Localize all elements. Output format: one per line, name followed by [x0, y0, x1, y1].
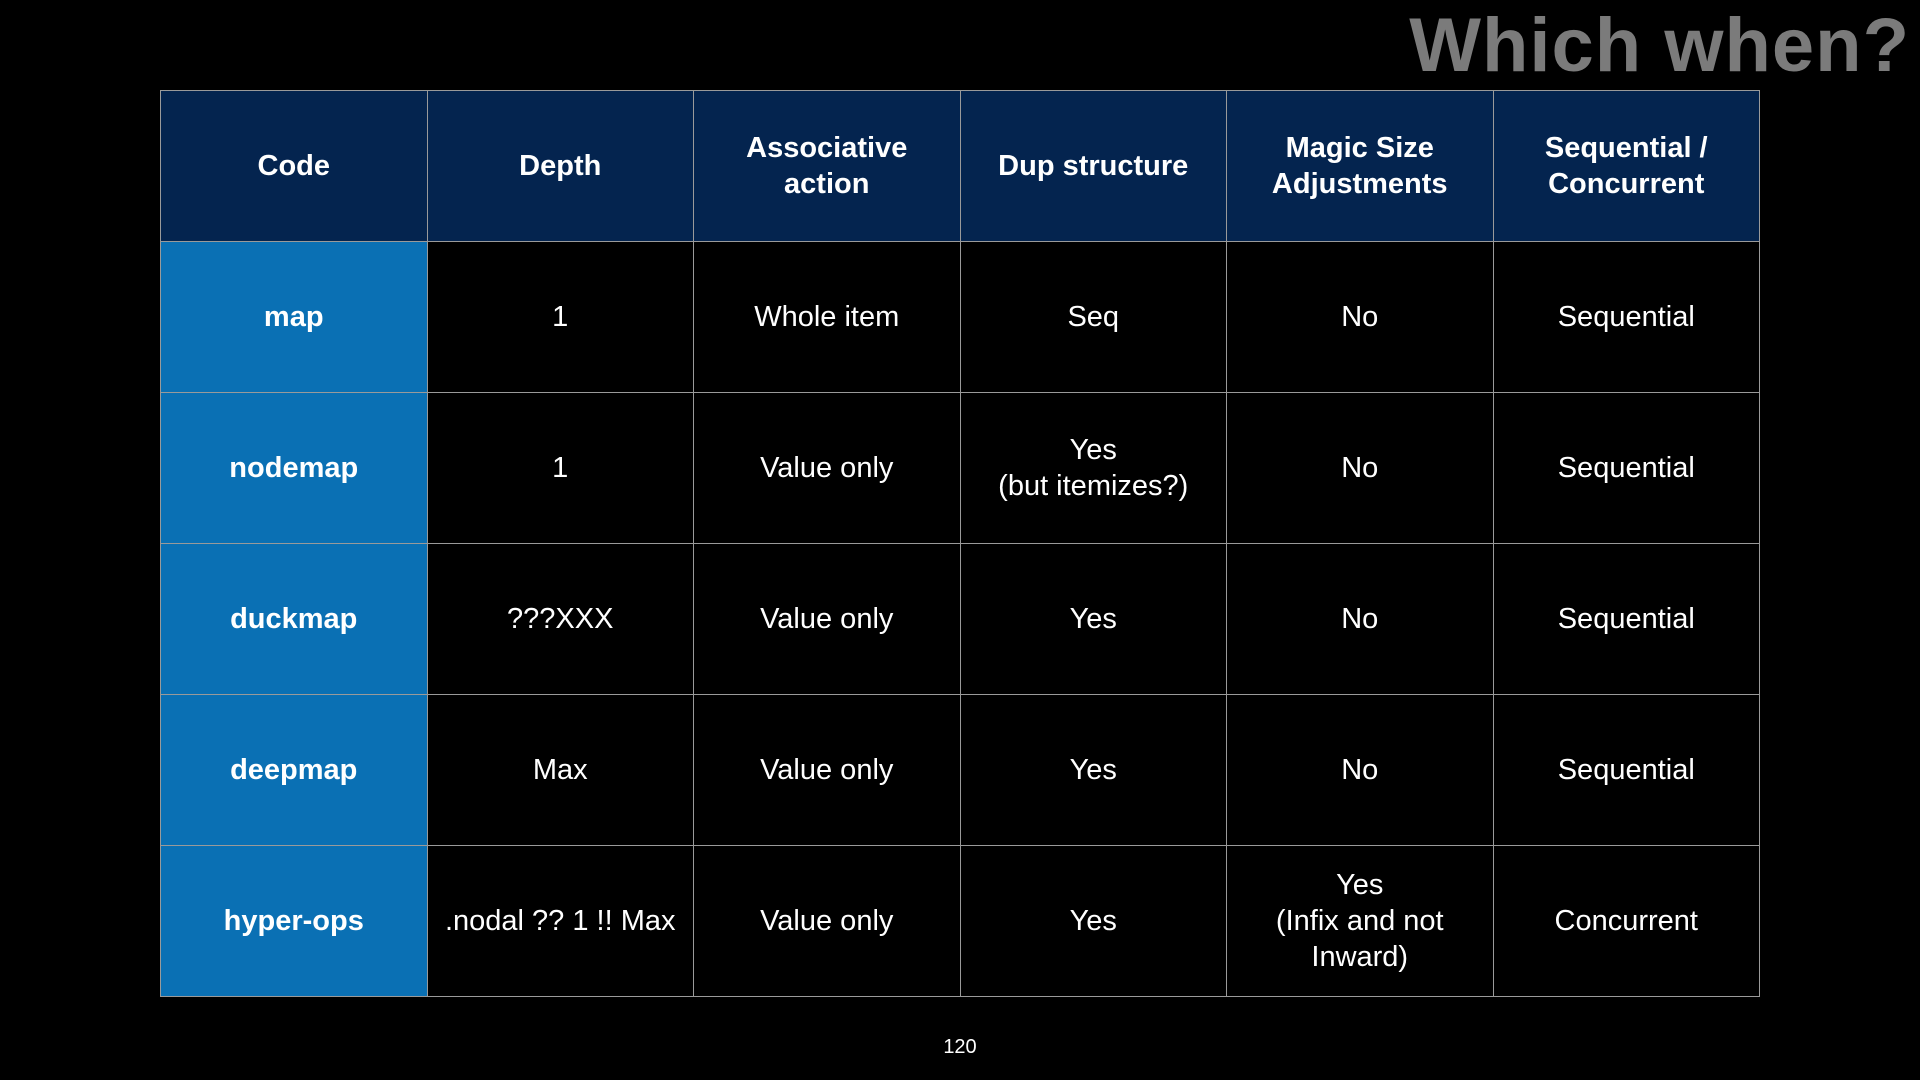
dup-structure-cell: Yes (but itemizes?)	[960, 393, 1227, 544]
code-cell: map	[161, 242, 428, 393]
sequential-concurrent-cell: Concurrent	[1493, 846, 1760, 997]
magic-size-cell: Yes (Infix and not Inward)	[1227, 846, 1494, 997]
dup-structure-cell: Yes	[960, 544, 1227, 695]
sequential-concurrent-cell: Sequential	[1493, 544, 1760, 695]
depth-cell: ???XXX	[427, 544, 694, 695]
depth-cell: 1	[427, 393, 694, 544]
header-magic-size-adjustments: Magic Size Adjustments	[1227, 91, 1494, 242]
header-row	[161, 91, 1760, 242]
code-cell: hyper-ops	[161, 846, 428, 997]
code-cell: duckmap	[161, 544, 428, 695]
table-row	[161, 544, 1760, 695]
header-depth: Depth	[427, 91, 694, 242]
table-row	[161, 242, 1760, 393]
dup-structure-cell: Seq	[960, 242, 1227, 393]
table-row	[161, 695, 1760, 846]
magic-size-cell: No	[1227, 544, 1494, 695]
associative-action-cell: Whole item	[694, 242, 961, 393]
code-cell: deepmap	[161, 695, 428, 846]
associative-action-cell: Value only	[694, 846, 961, 997]
associative-action-cell: Value only	[694, 393, 961, 544]
depth-cell: Max	[427, 695, 694, 846]
magic-size-cell: No	[1227, 695, 1494, 846]
magic-size-cell: No	[1227, 393, 1494, 544]
sequential-concurrent-cell: Sequential	[1493, 242, 1760, 393]
associative-action-cell: Value only	[694, 695, 961, 846]
code-cell: nodemap	[161, 393, 428, 544]
sequential-concurrent-cell: Sequential	[1493, 695, 1760, 846]
header-associative-action: Associative action	[694, 91, 961, 242]
depth-cell: .nodal ?? 1 !! Max	[427, 846, 694, 997]
table-row	[161, 846, 1760, 997]
header-sequential-concurrent: Sequential / Concurrent	[1493, 91, 1760, 242]
sequential-concurrent-cell: Sequential	[1493, 393, 1760, 544]
header-code: Code	[161, 91, 428, 242]
page-number: 120	[943, 1036, 977, 1058]
dup-structure-cell: Yes	[960, 846, 1227, 997]
comparison-table	[160, 90, 1760, 997]
slide-title: Which when?	[1409, 3, 1910, 88]
associative-action-cell: Value only	[694, 544, 961, 695]
table-row	[161, 393, 1760, 544]
dup-structure-cell: Yes	[960, 695, 1227, 846]
header-dup-structure: Dup structure	[960, 91, 1227, 242]
magic-size-cell: No	[1227, 242, 1494, 393]
depth-cell: 1	[427, 242, 694, 393]
